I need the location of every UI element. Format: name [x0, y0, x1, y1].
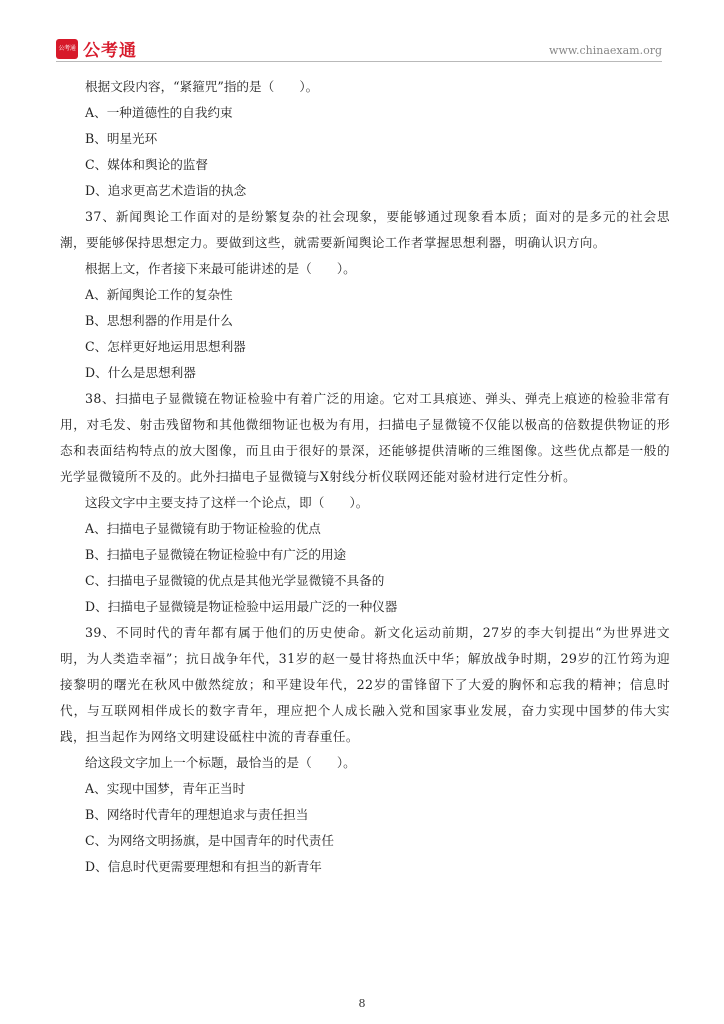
q37-option-d: D、什么是思想利器 [85, 365, 196, 380]
q39-option-b: B、网络时代青年的理想追求与责任担当 [85, 807, 309, 822]
q36-option-b: B、明星光环 [85, 131, 158, 146]
q36-option-d: D、追求更高艺术造诣的执念 [85, 183, 247, 198]
logo-text: 公考通 [83, 41, 137, 61]
q37-option-b: B、思想利器的作用是什么 [85, 313, 233, 328]
brand-logo [56, 36, 137, 61]
q38-stem: 这段文字中主要支持了这样一个论点，即（ ）。 [85, 495, 369, 510]
q39-passage: 39、不同时代的青年都有属于他们的历史使命。新文化运动前期，27岁的李大钊提出“为世界进文明，为人类造幸福”；抗日战争年代，31岁的赵一曼甘将热血沃中华；解放战争时期，29岁的江竹筠为迎接黎明的曙光在秋风中傲然绽放；和平建设年代，22岁的雷锋留下了大爱的胸怀和忘我的精神；信息时代，与互联网相伴成长的数字青年，理应把个人成长融入党和国家事业发展，奋力实现中国梦的伟大实践，担当起作为网络文明建设砥柱中流的青春重任。 [60, 625, 670, 744]
q39-option-d: D、信息时代更需要理想和有担当的新青年 [85, 859, 322, 874]
q36-stem: 根据文段内容，“紧箍咒”指的是（ ）。 [85, 79, 319, 94]
q38-option-b: B、扫描电子显微镜在物证检验中有广泛的用途 [85, 547, 347, 562]
q36-option-c: C、媒体和舆论的监督 [85, 157, 208, 172]
header-divider [56, 61, 662, 62]
document-body [60, 74, 670, 880]
q39-option-c: C、为网络文明扬旗，是中国青年的时代责任 [85, 833, 334, 848]
q37-option-a: A、新闻舆论工作的复杂性 [85, 287, 233, 302]
q37-option-c: C、怎样更好地运用思想利器 [85, 339, 246, 354]
q38-option-a: A、扫描电子显微镜有助于物证检验的优点 [85, 521, 321, 536]
logo-badge-icon: 公考通 [56, 39, 78, 59]
page-header [56, 34, 662, 64]
q39-option-a: A、实现中国梦，青年正当时 [85, 781, 246, 796]
q36-option-a: A、一种道德性的自我约束 [85, 105, 233, 120]
page-number: 8 [358, 997, 366, 1010]
site-url: www.chinaexam.org [549, 44, 662, 57]
q37-passage: 37、新闻舆论工作面对的是纷繁复杂的社会现象，要能够通过现象看本质；面对的是多元的社会思潮，要能够保持思想定力。要做到这些，就需要新闻舆论工作者掌握思想利器，明确认识方向。 [60, 209, 670, 250]
q38-passage: 38、扫描电子显微镜在物证检验中有着广泛的用途。它对工具痕迹、弹头、弹壳上痕迹的检验非常有用，对毛发、射击残留物和其他微细物证也极为有用，扫描电子显微镜不仅能以极高的倍数提供物证的形态和表面结构特点的放大图像，而且由于很好的景深，还能够提供清晰的三维图像。这些优点都是一般的光学显微镜所不及的。此外扫描电子显微镜与X射线分析仪联网还能对验材进行定性分析。 [60, 391, 670, 484]
q37-stem: 根据上文，作者接下来最可能讲述的是（ ）。 [85, 261, 356, 276]
q38-option-d: D、扫描电子显微镜是物证检验中运用最广泛的一种仪器 [85, 599, 398, 614]
q38-option-c: C、扫描电子显微镜的优点是其他光学显微镜不具备的 [85, 573, 385, 588]
q39-stem: 给这段文字加上一个标题，最恰当的是（ ）。 [85, 755, 356, 770]
